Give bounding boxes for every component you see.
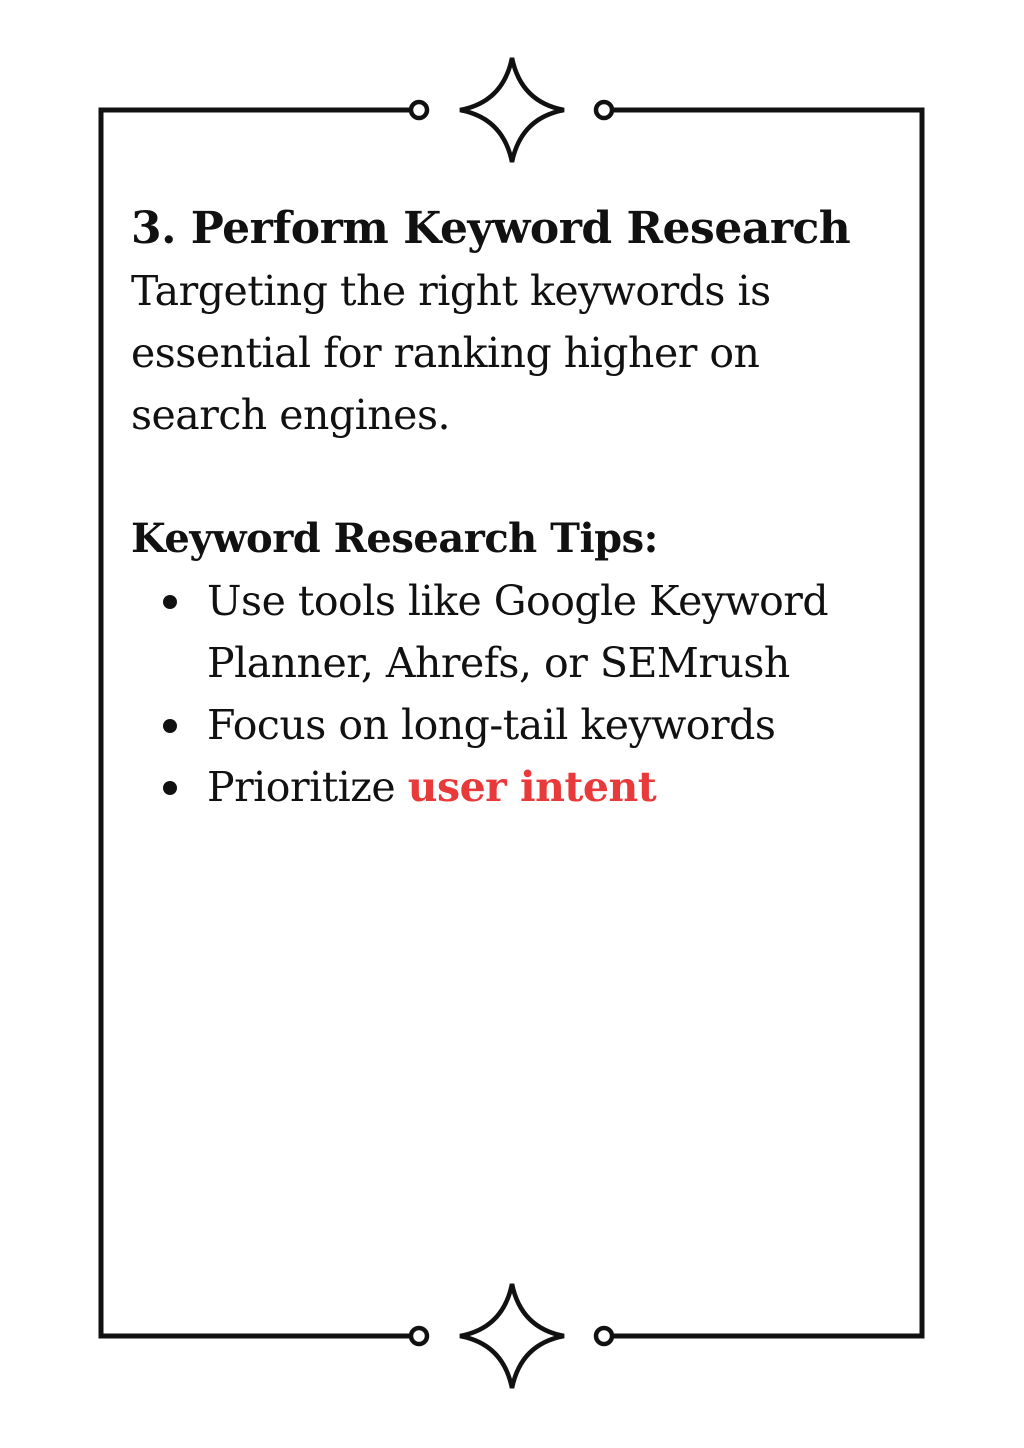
top-star-icon <box>460 58 564 162</box>
list-item <box>131 570 871 694</box>
tip-text: Use tools like Google Keyword Planner, Ahrefs, or SEMrush <box>207 577 829 687</box>
tip-text-prefix: Prioritize <box>207 763 408 811</box>
tip-highlight: user intent <box>407 763 657 811</box>
tips-list <box>131 570 871 818</box>
list-item <box>131 694 871 756</box>
tip-text: Focus on long-tail keywords <box>207 701 776 749</box>
list-item <box>131 756 871 818</box>
bullet-icon <box>163 781 177 795</box>
bullet-icon <box>163 595 177 609</box>
frame-top-right-circle <box>596 102 612 118</box>
content-block <box>131 198 871 818</box>
bottom-star-icon <box>460 1284 564 1388</box>
frame-bottom-left-circle <box>411 1328 427 1344</box>
section-title: 3. Perform Keyword Research <box>131 203 851 254</box>
intro-paragraph: Targeting the right keywords is essential for ranking higher on search engines. <box>131 267 771 439</box>
tips-heading: Keyword Research Tips: <box>131 515 658 562</box>
frame-top-left-circle <box>411 102 427 118</box>
bullet-icon <box>163 719 177 733</box>
frame-bottom-right-circle <box>596 1328 612 1344</box>
